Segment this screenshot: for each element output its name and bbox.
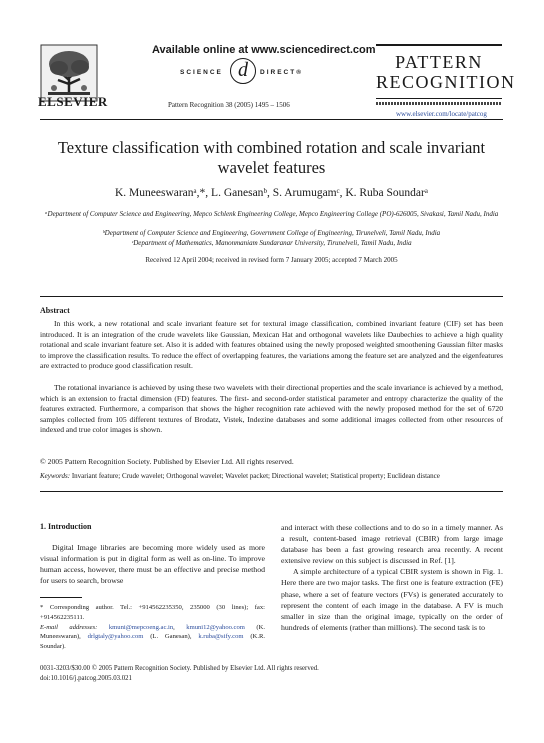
affiliation-c: ᶜDepartment of Mathematics, Manonmaniam Sundaranar University, Tirunelveli, Tamil Nadu, India	[131, 239, 412, 247]
journal-url-link[interactable]: www.elsevier.com/locate/patcog	[396, 110, 487, 118]
masthead-rule-top	[376, 44, 502, 46]
abstract-heading: Abstract	[40, 306, 70, 315]
keywords-line	[40, 472, 503, 481]
footnote-divider	[40, 597, 82, 598]
footnote-corresponding: * Corresponding author. Tel.: +914562235350, 235000 (30 lines); fax: +914562235111.	[40, 604, 265, 621]
email-link-1[interactable]: kmuni@mepcoeng.ac.in	[108, 623, 174, 631]
header-divider	[40, 119, 503, 120]
email-link-4[interactable]: k.ruba@sify.com	[198, 633, 244, 641]
sciencedirect-at-logo-icon: d	[230, 58, 256, 84]
journal-name-line1: PATTERN	[395, 51, 483, 72]
journal-name-line2: RECOGNITION	[376, 71, 516, 92]
footnote-email-label: E-mail addresses:	[40, 623, 98, 631]
journal-masthead	[376, 44, 516, 105]
intro-right-column	[281, 522, 503, 633]
corresponding-author-footnote: * Corresponding author. Tel.: +914562235350, 235000 (30 lines); fax: +914562235111. E-mail addresses: kmuni@mepcoeng.ac.in, kmuni12@yahoo.com (K. Muneeswaran), drlgtaly@yahoo.com (L. Ganesan), k.ruba@sify.com (K.R. Soundar).	[40, 604, 266, 651]
title-divider	[40, 296, 503, 297]
email-owner-3: (L. Ganesan),	[150, 633, 192, 641]
received-dates: Received 12 April 2004; received in revised form 7 January 2005; accepted 7 March 2005	[145, 256, 398, 264]
abstract-divider	[40, 491, 503, 492]
abstract-paragraph-2: The rotational invariance is achieved by using these two wavelets with their directional properties and the scale invariance is achieved by a method, which is an extension to fractal dimension (FD) features. The first- and second-order statistical parameter and entropy characterize the quality of the features extracted. Furthermore, a comparison that shows the higher recognition rate achieved with the newly proposed method for the set of 6720 samples collected from 105 different textures of Brodatz, Vistek, Indezine databases and some additional images collected from other resources of indexed and true color images is shown.	[40, 383, 503, 435]
email-owner-2: (K. Muneeswaran),	[40, 623, 265, 641]
section-heading-introduction: 1. Introduction	[40, 522, 92, 531]
intro-right-paragraph-1: and interact with these collections and to do so in a timely manner. As a result, content-based image retrieval (CBIR) from large image database has been a fast growing research area recently. A recent extensive review on this subject is discussed in Ref. [1].	[281, 523, 503, 566]
email-link-3[interactable]: drlgtaly@yahoo.com	[87, 633, 144, 641]
masthead-fine-print-decoration	[376, 102, 502, 105]
sciencedirect-direct-text: DIRECT®	[260, 69, 303, 76]
intro-right-paragraph-2: A simple architecture of a typical CBIR system is shown in Fig. 1. Here there are two major tasks. The first one is feature extraction (FE) phase, where a set of feature vectors (FVs) is generated accurately to represent the content of each image in the database. A FV is much smaller in size than the original image, typically on the order of hundreds of elements (rather than millions). The second task is to	[281, 567, 503, 632]
abstract-paragraph-1: In this work, a new rotational and scale invariant feature set for textural image classification, combined invariant feature (CIF) set has been introduced. It is an integration of the crude wavelets like Gaussian, Mexican Hat and orthogonal wavelets like Daubechies to achieve a high quality rotational and scale invariant feature set. Also it is added with features obtained using the newly proposed weighted smoothening Gaussian filter masks to improve the classification results. To reduce the effect of overlapping features, the variations among the feature set are analyzed and the eigenfeatures are extracted to produce good classification result.	[40, 319, 503, 371]
affiliation-b: ᵇDepartment of Computer Science and Engineering, Government College of Engineering, Tirunelveli, Tamil Nadu, India	[102, 229, 441, 237]
doi-line[interactable]: doi:10.1016/j.patcog.2005.03.021	[40, 675, 132, 682]
publisher-name: ELSEVIER	[38, 94, 108, 109]
keywords-list: Invariant feature; Crude wavelet; Orthogonal wavelet; Wavelet packet; Directional wavelet; Statistical property; Euclidean distance	[71, 472, 440, 480]
available-online-text[interactable]: Available online at www.sciencedirect.com	[152, 44, 376, 56]
affiliation-a: ᵃDepartment of Computer Science and Engineering, Mepco Schlenk Engineering College, Mepco Engineering College (PO)-626005, Sivakasi, Tamil Nadu, India	[44, 210, 499, 218]
journal-reference: Pattern Recognition 38 (2005) 1495 – 1506	[168, 101, 290, 109]
issn-copyright-line: 0031-3203/$30.00 © 2005 Pattern Recognition Society. Published by Elsevier Ltd. All rights reserved.	[40, 665, 319, 672]
email-link-2[interactable]: kmuni12@yahoo.com	[186, 623, 245, 631]
article-title: Texture classification with combined rotation and scale invariant wavelet features	[57, 138, 486, 177]
sciencedirect-science-text: SCIENCE	[180, 69, 223, 76]
email-owner-4: (K.R. Soundar).	[40, 633, 266, 651]
keywords-label: Keywords:	[40, 472, 71, 480]
abstract-copyright: © 2005 Pattern Recognition Society. Published by Elsevier Ltd. All rights reserved.	[40, 457, 294, 466]
intro-left-column-paragraph: Digital Image libraries are becoming more widely used as more visual information is put in digital form as well as on-line. To improve human access, however, there must be an effective and precise method for users to search, browse	[40, 543, 265, 586]
author-list: K. Muneeswaranᵃ,*, L. Ganesanᵇ, S. Arumugamᶜ, K. Ruba Soundarᵃ	[114, 187, 428, 199]
masthead-rule-bottom	[376, 98, 502, 99]
